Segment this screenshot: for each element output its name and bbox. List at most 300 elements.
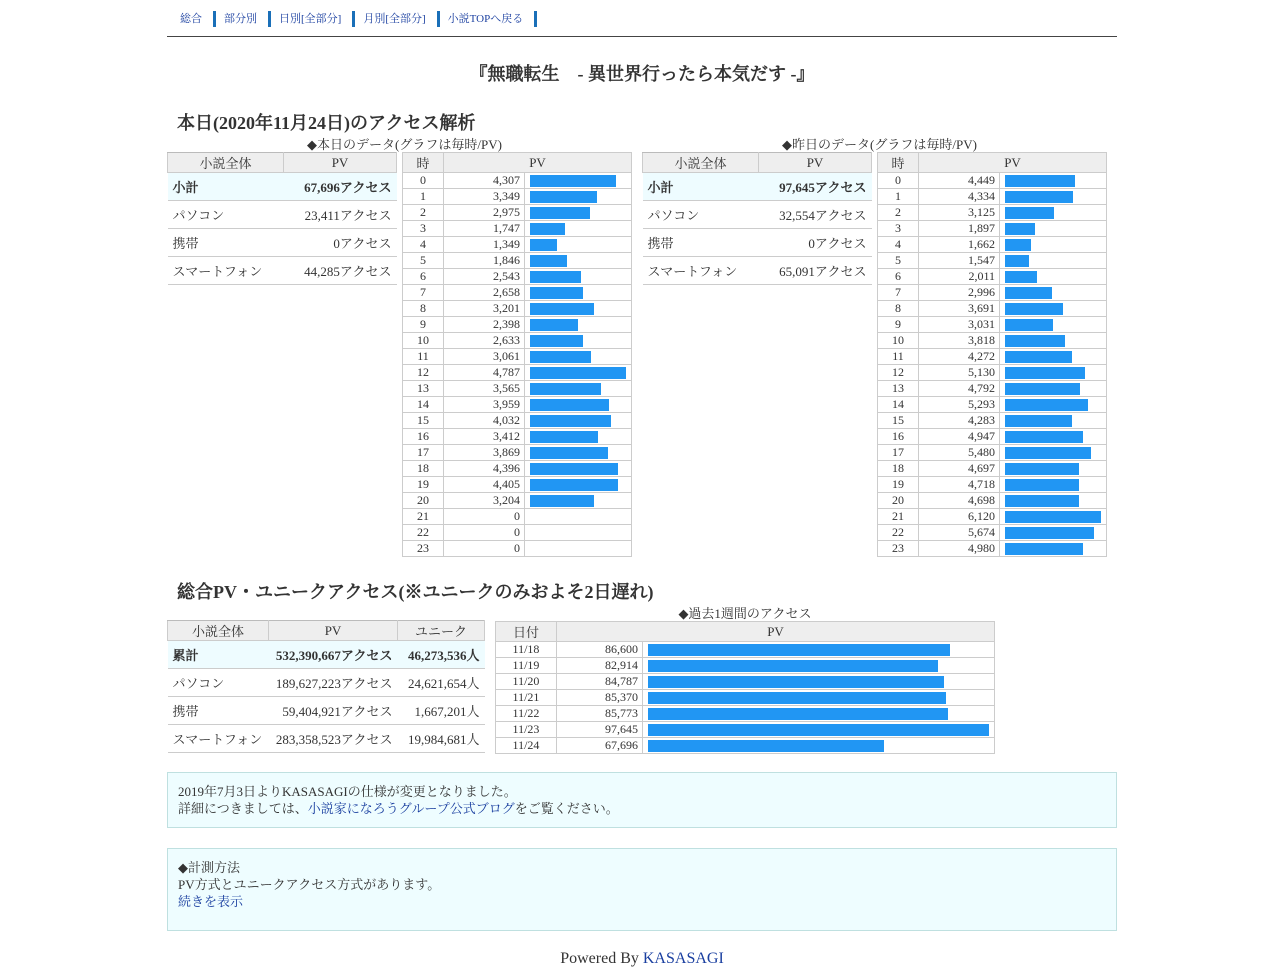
row-pv: 85,370 (557, 690, 643, 706)
col-header: 小説全体 (643, 153, 759, 173)
row-pv: 5,130 (919, 365, 1000, 381)
col-header: PV (919, 153, 1107, 173)
row-label: 13 (403, 381, 444, 397)
row-pv: 3,412 (444, 429, 525, 445)
data-row (403, 429, 632, 445)
row-pv: 2,996 (919, 285, 1000, 301)
row-label: 15 (403, 413, 444, 429)
row-pv: 3,959 (444, 397, 525, 413)
pv-bar (1005, 383, 1080, 395)
row-pv: 4,032 (444, 413, 525, 429)
row-label: 8 (403, 301, 444, 317)
row-pv: 5,480 (919, 445, 1000, 461)
pv-bar (648, 660, 938, 672)
pv-bar (530, 351, 591, 363)
summary-label: 携帯 (643, 229, 759, 257)
data-row (878, 429, 1107, 445)
summary-value: 23,411アクセス (284, 201, 397, 229)
data-row (878, 541, 1107, 557)
data-row (878, 301, 1107, 317)
summary-row (168, 641, 485, 669)
summary-unique: 46,273,536人 (398, 641, 485, 669)
row-label: 10 (403, 333, 444, 349)
pv-bar (530, 447, 608, 459)
summary-row (168, 669, 485, 697)
bar-cell (525, 445, 632, 461)
pv-bar (1005, 191, 1073, 203)
row-label: 7 (403, 285, 444, 301)
bar-cell (1000, 445, 1107, 461)
bar-cell (525, 301, 632, 317)
pv-bar (1005, 271, 1037, 283)
pv-bar (530, 239, 557, 251)
nav-item-by-part[interactable] (216, 11, 271, 27)
row-label: 4 (403, 237, 444, 253)
nav-link-monthly[interactable]: 月別[全部分] (363, 13, 426, 25)
summary-value: 65,091アクセス (759, 257, 872, 285)
bar-cell (1000, 525, 1107, 541)
summary-row (168, 697, 485, 725)
row-label: 9 (878, 317, 919, 333)
bar-cell (525, 429, 632, 445)
pv-bar (530, 255, 567, 267)
nav-link-by-part[interactable]: 部分別 (224, 13, 257, 25)
pv-bar (648, 644, 950, 656)
row-label: 11/24 (496, 738, 557, 754)
pv-bar (1005, 239, 1031, 251)
data-row (403, 509, 632, 525)
row-pv: 86,600 (557, 642, 643, 658)
pv-bar (1005, 495, 1079, 507)
data-row (878, 349, 1107, 365)
bar-cell (1000, 429, 1107, 445)
data-row (403, 365, 632, 381)
row-pv: 3,201 (444, 301, 525, 317)
data-row (403, 461, 632, 477)
pv-bar (1005, 175, 1075, 187)
row-label: 6 (878, 269, 919, 285)
data-row (878, 221, 1107, 237)
row-label: 14 (403, 397, 444, 413)
bar-cell (1000, 461, 1107, 477)
show-more-link[interactable]: 続きを表示 (178, 894, 244, 909)
row-pv: 2,543 (444, 269, 525, 285)
nav-link-overview[interactable]: 総合 (180, 13, 202, 25)
total-heading: 総合PV・ユニークアクセス(※ユニークのみおよそ2日遅れ) (177, 582, 654, 602)
summary-row (643, 257, 872, 285)
bar-cell (1000, 285, 1107, 301)
row-label: 20 (878, 493, 919, 509)
row-pv: 4,449 (919, 173, 1000, 189)
summary-label: 小計 (168, 173, 284, 201)
row-pv: 1,747 (444, 221, 525, 237)
summary-label: パソコン (643, 201, 759, 229)
pv-bar (1005, 447, 1091, 459)
pv-bar (530, 223, 565, 235)
bar-cell (1000, 493, 1107, 509)
bar-cell (525, 461, 632, 477)
summary-label: パソコン (168, 669, 269, 697)
summary-row (168, 257, 397, 285)
row-label: 1 (403, 189, 444, 205)
pv-bar (1005, 319, 1053, 331)
pv-bar (1005, 367, 1085, 379)
today-heading: 本日(2020年11月24日)のアクセス解析 (177, 113, 476, 133)
bar-cell (1000, 173, 1107, 189)
total-summary-table (167, 620, 485, 753)
data-row (496, 642, 995, 658)
row-label: 19 (403, 477, 444, 493)
bar-cell (525, 477, 632, 493)
data-row (878, 253, 1107, 269)
bar-cell (525, 221, 632, 237)
row-label: 3 (878, 221, 919, 237)
bar-cell (525, 237, 632, 253)
summary-label: 携帯 (168, 697, 269, 725)
bar-cell (525, 173, 632, 189)
footer (167, 950, 1117, 968)
bar-cell (1000, 269, 1107, 285)
summary-pv: 189,627,223アクセス (269, 669, 398, 697)
nav-link-daily[interactable]: 日別[全部分] (279, 13, 342, 25)
pv-bar (530, 367, 626, 379)
row-pv: 0 (444, 509, 525, 525)
summary-row (643, 173, 872, 201)
data-row (878, 237, 1107, 253)
pv-bar (1005, 415, 1072, 427)
row-pv: 4,980 (919, 541, 1000, 557)
data-row (403, 285, 632, 301)
data-row (496, 674, 995, 690)
bar-cell (643, 690, 995, 706)
row-pv: 2,658 (444, 285, 525, 301)
row-label: 21 (403, 509, 444, 525)
bar-cell (1000, 221, 1107, 237)
bar-cell (525, 205, 632, 221)
bar-cell (525, 381, 632, 397)
nav-item-monthly[interactable] (355, 11, 439, 27)
row-label: 22 (878, 525, 919, 541)
today-caption: ◆本日のデータ(グラフは毎時/PV) (307, 137, 502, 152)
data-row (403, 493, 632, 509)
data-row (878, 269, 1107, 285)
bar-cell (1000, 301, 1107, 317)
row-label: 11/23 (496, 722, 557, 738)
data-row (878, 461, 1107, 477)
row-pv: 3,691 (919, 301, 1000, 317)
data-row (878, 189, 1107, 205)
pv-bar (530, 287, 583, 299)
nav-item-overview[interactable] (172, 11, 216, 27)
row-pv: 3,349 (444, 189, 525, 205)
row-label: 18 (403, 461, 444, 477)
summary-label: 携帯 (168, 229, 284, 257)
pv-bar (1005, 255, 1029, 267)
pv-bar (530, 319, 578, 331)
pv-bar (530, 207, 590, 219)
col-header: 小説全体 (168, 153, 284, 173)
data-row (878, 205, 1107, 221)
bar-cell (643, 642, 995, 658)
method-box (167, 848, 1117, 931)
nav-link-novel-top[interactable]: 小説TOPへ戻る (447, 13, 524, 25)
col-header: PV (557, 622, 995, 642)
data-row (403, 349, 632, 365)
row-label: 15 (878, 413, 919, 429)
row-label: 21 (878, 509, 919, 525)
pv-bar (1005, 431, 1083, 443)
col-header: 時 (403, 153, 444, 173)
data-row (403, 205, 632, 221)
row-label: 23 (403, 541, 444, 557)
today-hourly-table (402, 152, 632, 557)
data-row (878, 173, 1107, 189)
col-header: PV (284, 153, 397, 173)
notice-box (167, 772, 1117, 828)
row-label: 12 (403, 365, 444, 381)
row-label: 11/20 (496, 674, 557, 690)
row-pv: 3,565 (444, 381, 525, 397)
row-label: 11/18 (496, 642, 557, 658)
pv-bar (530, 271, 581, 283)
row-label: 4 (878, 237, 919, 253)
nav-item-novel-top[interactable] (440, 11, 538, 27)
col-header: PV (444, 153, 632, 173)
pv-bar (530, 495, 594, 507)
summary-label: パソコン (168, 201, 284, 229)
row-pv: 3,869 (444, 445, 525, 461)
bar-cell (1000, 509, 1107, 525)
row-pv: 0 (444, 525, 525, 541)
row-pv: 2,633 (444, 333, 525, 349)
data-row (878, 397, 1107, 413)
kasasagi-link[interactable]: KASASAGI (642, 950, 724, 967)
weekly-caption: ◆過去1週間のアクセス (678, 606, 812, 621)
row-label: 8 (878, 301, 919, 317)
pv-bar (1005, 335, 1065, 347)
bar-cell (643, 722, 995, 738)
row-label: 0 (403, 173, 444, 189)
summary-value: 32,554アクセス (759, 201, 872, 229)
yesterday-caption: ◆昨日のデータ(グラフは毎時/PV) (782, 137, 977, 152)
novel-title: 『無職転生 - 異世界行ったら本気だす -』 (469, 64, 815, 84)
notice-line2-pre: 詳細につきましては、 (178, 801, 308, 816)
row-pv: 4,405 (444, 477, 525, 493)
row-label: 11 (403, 349, 444, 365)
bar-cell (525, 317, 632, 333)
footer-prefix: Powered By (560, 950, 643, 967)
row-label: 2 (878, 205, 919, 221)
summary-label: スマートフォン (168, 257, 284, 285)
data-row (403, 253, 632, 269)
summary-unique: 1,667,201人 (398, 697, 485, 725)
bar-cell (525, 509, 632, 525)
pv-bar (530, 431, 598, 443)
data-row (403, 269, 632, 285)
pv-bar (1005, 399, 1088, 411)
summary-label: スマートフォン (643, 257, 759, 285)
pv-bar (1005, 527, 1094, 539)
data-row (403, 221, 632, 237)
summary-value: 97,645アクセス (759, 173, 872, 201)
nav-item-daily[interactable] (271, 11, 355, 27)
row-pv: 4,334 (919, 189, 1000, 205)
row-pv: 3,204 (444, 493, 525, 509)
row-label: 1 (878, 189, 919, 205)
pv-bar (648, 740, 884, 752)
row-label: 11/21 (496, 690, 557, 706)
bar-cell (1000, 189, 1107, 205)
bar-cell (1000, 349, 1107, 365)
summary-pv: 59,404,921アクセス (269, 697, 398, 725)
pv-bar (1005, 479, 1079, 491)
data-row (403, 301, 632, 317)
summary-label: 小計 (643, 173, 759, 201)
row-pv: 67,696 (557, 738, 643, 754)
col-header: 時 (878, 153, 919, 173)
row-label: 17 (878, 445, 919, 461)
row-label: 19 (878, 477, 919, 493)
row-label: 17 (403, 445, 444, 461)
row-pv: 5,293 (919, 397, 1000, 413)
notice-line1: 2019年7月3日よりKASASAGIの仕様が変更となりました。 (178, 784, 517, 799)
row-label: 14 (878, 397, 919, 413)
row-label: 16 (403, 429, 444, 445)
summary-unique: 24,621,654人 (398, 669, 485, 697)
summary-value: 67,696アクセス (284, 173, 397, 201)
pv-bar (530, 335, 583, 347)
pv-bar (530, 191, 597, 203)
pv-bar (530, 415, 611, 427)
summary-row (168, 201, 397, 229)
data-row (496, 690, 995, 706)
bar-cell (1000, 413, 1107, 429)
row-label: 11 (878, 349, 919, 365)
pv-bar (1005, 543, 1083, 555)
summary-row (643, 201, 872, 229)
row-label: 11/22 (496, 706, 557, 722)
data-row (403, 173, 632, 189)
bar-cell (525, 365, 632, 381)
data-row (403, 189, 632, 205)
method-body: PV方式とユニークアクセス方式があります。 (178, 877, 441, 892)
pv-bar (530, 383, 601, 395)
row-pv: 97,645 (557, 722, 643, 738)
row-label: 18 (878, 461, 919, 477)
summary-value: 0アクセス (759, 229, 872, 257)
row-pv: 4,283 (919, 413, 1000, 429)
data-row (496, 738, 995, 754)
row-pv: 5,674 (919, 525, 1000, 541)
row-pv: 0 (444, 541, 525, 557)
bar-cell (1000, 541, 1107, 557)
data-row (878, 509, 1107, 525)
yesterday-summary-table (642, 152, 872, 285)
row-pv: 6,120 (919, 509, 1000, 525)
pv-bar (648, 708, 948, 720)
pv-bar (1005, 207, 1054, 219)
bar-cell (525, 285, 632, 301)
bar-cell (1000, 237, 1107, 253)
data-row (403, 445, 632, 461)
top-nav (167, 0, 1117, 37)
bar-cell (643, 658, 995, 674)
row-pv: 4,272 (919, 349, 1000, 365)
col-header: 小説全体 (168, 621, 269, 641)
bar-cell (1000, 205, 1107, 221)
data-row (878, 525, 1107, 541)
row-pv: 82,914 (557, 658, 643, 674)
summary-value: 44,285アクセス (284, 257, 397, 285)
row-label: 22 (403, 525, 444, 541)
row-pv: 1,897 (919, 221, 1000, 237)
col-header: ユニーク (398, 621, 485, 641)
pv-bar (1005, 463, 1079, 475)
bar-cell (1000, 397, 1107, 413)
pv-bar (530, 463, 618, 475)
pv-bar (1005, 223, 1035, 235)
col-header: PV (759, 153, 872, 173)
data-row (403, 477, 632, 493)
summary-row (168, 229, 397, 257)
row-label: 7 (878, 285, 919, 301)
official-blog-link[interactable]: 小説家になろうグループ公式ブログ (307, 801, 515, 816)
row-pv: 4,792 (919, 381, 1000, 397)
row-label: 16 (878, 429, 919, 445)
data-row (878, 445, 1107, 461)
row-label: 6 (403, 269, 444, 285)
data-row (496, 706, 995, 722)
row-pv: 4,697 (919, 461, 1000, 477)
pv-bar (530, 175, 616, 187)
data-row (403, 317, 632, 333)
bar-cell (1000, 381, 1107, 397)
row-label: 12 (878, 365, 919, 381)
data-row (496, 722, 995, 738)
pv-bar (1005, 511, 1101, 523)
bar-cell (525, 189, 632, 205)
data-row (403, 525, 632, 541)
pv-bar (1005, 287, 1052, 299)
data-row (878, 317, 1107, 333)
pv-bar (530, 479, 618, 491)
page (167, 0, 1117, 967)
bar-cell (525, 413, 632, 429)
yesterday-hourly-table (877, 152, 1107, 557)
row-label: 10 (878, 333, 919, 349)
col-header: PV (269, 621, 398, 641)
method-title: ◆計測方法 (178, 860, 240, 875)
data-row (403, 541, 632, 557)
pv-bar (530, 399, 609, 411)
row-label: 5 (403, 253, 444, 269)
data-row (496, 658, 995, 674)
data-row (403, 333, 632, 349)
bar-cell (1000, 253, 1107, 269)
row-label: 3 (403, 221, 444, 237)
bar-cell (1000, 365, 1107, 381)
row-pv: 3,061 (444, 349, 525, 365)
row-pv: 4,718 (919, 477, 1000, 493)
notice-line2-post: をご覧ください。 (514, 801, 619, 816)
row-pv: 84,787 (557, 674, 643, 690)
row-pv: 4,947 (919, 429, 1000, 445)
summary-label: スマートフォン (168, 725, 269, 753)
bar-cell (525, 541, 632, 557)
summary-label: 累計 (168, 641, 269, 669)
data-row (878, 333, 1107, 349)
row-pv: 2,011 (919, 269, 1000, 285)
